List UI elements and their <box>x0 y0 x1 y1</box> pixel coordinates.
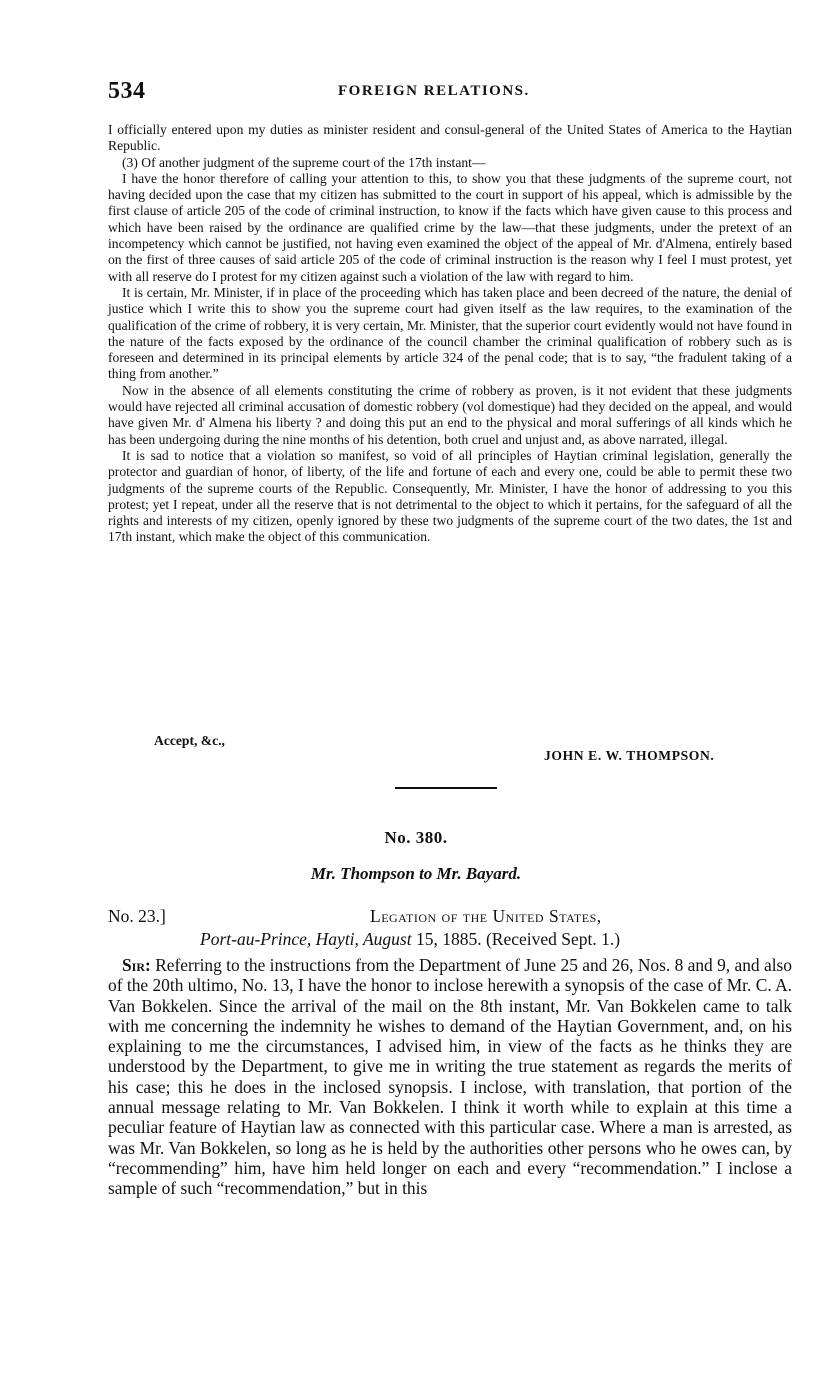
running-head: FOREIGN RELATIONS. <box>338 83 530 99</box>
paragraph: Now in the absence of all elements constituting the crime of robbery as proven, is it not evident that these judgments would have rejected all criminal accusation of domestic robbery (vol domestique) had they decided on the appeal, and would have given Mr. d' Almena his liberty ? and doing this put an end to the physical and moral sufferings of all kinds which he has been undergoing during the nine months of his detention, both cruel and unjust and, as above narrated, illegal. <box>108 382 792 447</box>
letter-continuation <box>108 122 792 546</box>
legation-heading: Legation of the United States, <box>370 906 602 926</box>
signature: JOHN E. W. THOMPSON. <box>544 748 715 763</box>
document-number: No. 380. <box>384 828 448 847</box>
salutation: Sir: <box>122 955 151 975</box>
paragraph <box>108 955 792 1199</box>
paragraph: (3) Of another judgment of the supreme court of the 17th instant— <box>122 154 486 170</box>
body-text: Referring to the instructions from the Department of June 25 and 26, Nos. 8 and 9, and also of the 20th ultimo, No. 13, I have the honor to inclose herewith a synopsis of the case of Mr. C. A. Van Bokkelen. Since the arrival of the mail on the 8th instant, Mr. Van Bokkelen came to talk with me concerning the indemnity he wishes to demand of the Haytian Government, and, on his explaining to me the circumstances, I advised him, in view of the facts as he thinks they are understood by the Department, to give me in writing the true statement as regards the merits of his case; this he does in the inclosed synopsis. I inclose, with translation, that portion of the annual message relating to Mr. Van Bokkelen. I think it worth while to explain at this time a peculiar feature of Haytian law as connected with this particular case. Where a man is arrested, as was Mr. Van Bokkelen, so long as he is held by the authorities other persons who he owes can, by “recommending” him, have him held longer on each and every “recommendation.” I inclose a sample of such “recommendation,” but in this <box>108 955 792 1199</box>
dateline-place: Port-au-Prince, Hayti, August <box>200 929 412 949</box>
page-header <box>108 78 792 102</box>
closing: Accept, &c., <box>154 733 225 748</box>
dateline-received: (Received Sept. 1.) <box>485 929 621 949</box>
paragraph: It is sad to notice that a violation so manifest, so void of all principles of Haytian criminal legislation, generally the protector and guardian of honor, of liberty, of the life and fortune of each and every one, could be able to permit these two judgments of the supreme courts of the Republic. Consequently, Mr. Minister, I have the honor of addressing to you this protest; yet I repeat, under all the reserve that is not detrimental to the object to which it pertains, for the safeguard of all the rights and interests of my citizen, openly ignored by these two judgments of the supreme court of the two dates, the 1st and 17th instant, which make the object of this communication. <box>108 447 792 545</box>
paragraph: I officially entered upon my duties as minister resident and consul-general of the United States of America to the Haytian Republic. <box>108 122 792 154</box>
dispatch-body <box>108 955 792 1199</box>
paragraph: I have the honor therefore of calling your attention to this, to show you that these judgments of the supreme court, not having decided upon the case that my citizen has submitted to the court in support of his appeal, which is admissible by the first clause of article 205 of the code of criminal instruction, to know if the facts which have given cause to this process and which have been raised by the ordinance are qualified crime by the law—that these judgments, under the pretext of an incompetency which cannot be justified, not having even examined the object of the appeal of Mr. d'Almena, entirely based on the first of three causes of said article 205 of the code of criminal instruction is the reason why I feel I must protest, yet with all reserve do I protest for my citizen against such a violation of the law with regard to him. <box>108 170 792 284</box>
paragraph: It is certain, Mr. Minister, if in place of the proceeding which has taken place and been decreed of the nature, the denial of justice which I write this to show you the supreme court had given itself as the law requires, to the examination of the qualification of the crime of robbery, it is very certain, Mr. Minister, that the superior court evidently would not have found in the nature of the facts exposed by the ordinance of the council chamber the criminal qualification of robbery such as is foreseen and determined in its principal elements by article 324 of the penal code; that is to say, “the fradulent taking of a thing from another.” <box>108 284 792 382</box>
document-title: Mr. Thompson to Mr. Bayard. <box>310 864 522 883</box>
dispatch-number: No. 23.] <box>108 906 166 926</box>
section-divider <box>395 787 497 789</box>
page-number: 534 <box>108 78 146 104</box>
dateline <box>200 929 620 950</box>
dateline-date: 15, 1885. <box>415 929 482 949</box>
